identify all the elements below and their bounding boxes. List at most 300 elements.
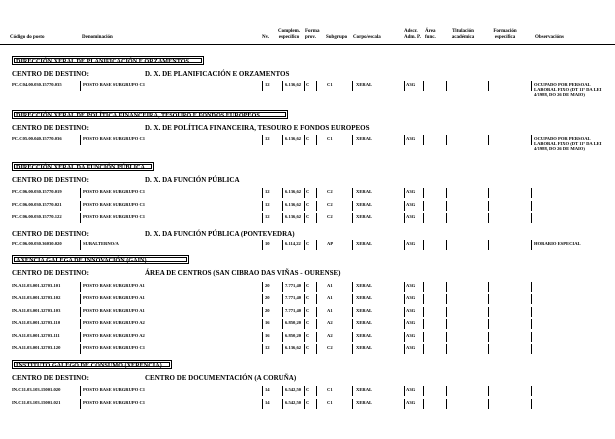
destination-name: D. X. DA FUNCIÓN PÚBLICA xyxy=(145,176,240,184)
destination-label: CENTRO DE DESTINO: xyxy=(12,269,90,277)
header-complemento: Complem. específico xyxy=(277,29,301,40)
cell-code: IN.A11.03.001.32703.101 xyxy=(12,283,61,288)
column-divider xyxy=(531,282,532,292)
column-divider xyxy=(423,201,424,211)
column-divider xyxy=(488,386,489,396)
table-row xyxy=(0,213,615,222)
cell-forma: C xyxy=(306,82,310,87)
section-title: DIRECCIÓN XERAL DA FUNCIÓN PÚBLICA xyxy=(12,162,154,171)
column-divider xyxy=(423,294,424,304)
column-divider xyxy=(304,81,305,91)
column-divider xyxy=(531,135,532,145)
column-divider xyxy=(316,213,317,223)
cell-sub: A1 xyxy=(327,283,333,288)
column-divider xyxy=(423,307,424,317)
header-denominacion: Denominación xyxy=(82,35,113,40)
cell-comp: 6.136,62 xyxy=(285,201,302,207)
destination-name: D. X. DA FUNCIÓN PÚBLICA (PONTEVEDRA) xyxy=(145,230,295,238)
section-title: INSTITUTO GALEGO DE CONSUMO (XERENCIA) xyxy=(12,360,172,369)
column-divider xyxy=(488,201,489,211)
cell-adscr: A3G xyxy=(406,241,416,246)
cell-denom: POSTO BASE SUBGRUPO A1 xyxy=(83,283,145,288)
cell-denom: POSTO BASE SUBGRUPO C1 xyxy=(83,82,146,87)
cell-code: PC.C06.00.030.36030.020 xyxy=(12,241,62,246)
cell-adscr: A3G xyxy=(406,201,416,207)
header-adscr: Adscr. Adm. P. xyxy=(404,29,421,40)
column-divider xyxy=(488,294,489,304)
destination-name: CENTRO DE DOCUMENTACIÓN (A CORUÑA) xyxy=(145,374,297,382)
column-divider xyxy=(446,332,447,342)
column-divider xyxy=(531,213,532,223)
column-divider xyxy=(282,332,283,342)
column-divider xyxy=(446,201,447,211)
table-header xyxy=(0,26,615,45)
cell-corpo: XERAL xyxy=(356,332,373,338)
cell-corpo: XERAL xyxy=(356,241,373,246)
cell-sub: C2 xyxy=(327,201,333,207)
column-divider xyxy=(304,399,305,409)
column-divider xyxy=(282,386,283,396)
column-divider xyxy=(531,201,532,211)
cell-corpo: XERAL xyxy=(356,320,373,326)
column-divider xyxy=(316,344,317,354)
cell-forma: C xyxy=(306,201,310,207)
cell-nivel: 12 xyxy=(265,345,270,350)
cell-sub: C1 xyxy=(327,136,333,141)
cell-corpo: XERAL xyxy=(356,295,373,301)
column-divider xyxy=(423,386,424,396)
cell-code: IN.A11.03.001.32703.111 xyxy=(12,332,60,338)
cell-adscr: A3G xyxy=(406,283,416,288)
cell-forma: C xyxy=(306,295,310,301)
cell-forma: C xyxy=(306,400,310,405)
column-divider xyxy=(488,240,489,250)
cell-code: PC.C04.00.030.15770.035 xyxy=(12,82,62,87)
cell-denom: POSTO BASE SUBGRUPO C1 xyxy=(83,201,146,207)
header-subgrupo: Subgrupo xyxy=(326,35,348,40)
column-divider xyxy=(404,81,405,91)
column-divider xyxy=(282,344,283,354)
column-divider xyxy=(282,319,283,329)
column-divider xyxy=(262,307,263,317)
cell-comp: 7.771,40 xyxy=(285,283,302,288)
header-codigo: Código do posto xyxy=(10,35,45,40)
cell-nivel: 12 xyxy=(265,214,270,219)
column-divider xyxy=(282,213,283,223)
column-divider xyxy=(80,386,81,396)
cell-sub: C2 xyxy=(327,345,333,350)
column-divider xyxy=(404,399,405,409)
column-divider xyxy=(304,386,305,396)
cell-nivel: 12 xyxy=(265,189,270,194)
table-row xyxy=(0,307,615,316)
column-divider xyxy=(282,307,283,317)
column-divider xyxy=(404,294,405,304)
column-divider xyxy=(352,307,353,317)
column-divider xyxy=(446,81,447,91)
table-row xyxy=(0,344,615,353)
table-row xyxy=(0,282,615,291)
header-area: Área func. xyxy=(425,29,436,40)
column-divider xyxy=(282,240,283,250)
column-divider xyxy=(446,386,447,396)
destination-name: D. X. DE PLANIFICACIÓN E ORZAMENTOS xyxy=(145,70,290,78)
cell-adscr: A3G xyxy=(406,332,416,338)
cell-nivel: 14 xyxy=(265,387,270,392)
column-divider xyxy=(262,386,263,396)
cell-sub: C2 xyxy=(327,214,333,219)
cell-corpo: XERAL xyxy=(356,82,373,87)
column-divider xyxy=(423,319,424,329)
cell-corpo: XERAL xyxy=(356,345,373,350)
column-divider xyxy=(80,319,81,329)
cell-adscr: A3G xyxy=(406,136,416,141)
cell-comp: 6.136,62 xyxy=(285,345,302,350)
cell-sub: A2 xyxy=(327,332,333,338)
cell-denom: SUBALTERNO/A xyxy=(83,241,119,246)
column-divider xyxy=(80,188,81,198)
column-divider xyxy=(488,332,489,342)
cell-comp: 6.850,20 xyxy=(285,320,302,326)
column-divider xyxy=(404,307,405,317)
cell-forma: C xyxy=(306,283,310,288)
cell-denom: POSTO BASE SUBGRUPO A2 xyxy=(83,320,145,326)
column-divider xyxy=(352,135,353,145)
column-divider xyxy=(262,201,263,211)
column-divider xyxy=(304,135,305,145)
cell-denom: POSTO BASE SUBGRUPO A2 xyxy=(83,332,145,338)
column-divider xyxy=(304,201,305,211)
cell-adscr: A3G xyxy=(406,189,416,194)
cell-nivel: 14 xyxy=(265,400,270,405)
cell-sub: C1 xyxy=(327,400,333,405)
cell-code: IN.A11.03.001.32703.120 xyxy=(12,345,61,350)
column-divider xyxy=(352,294,353,304)
table-row xyxy=(0,81,615,98)
column-divider xyxy=(404,319,405,329)
cell-sub: C1 xyxy=(327,387,333,392)
cell-comp: 6.136,62 xyxy=(285,136,302,141)
column-divider xyxy=(316,201,317,211)
column-divider xyxy=(446,344,447,354)
column-divider xyxy=(304,240,305,250)
cell-denom: POSTO BASE SUBGRUPO C1 xyxy=(83,136,146,141)
column-divider xyxy=(316,319,317,329)
column-divider xyxy=(423,135,424,145)
column-divider xyxy=(488,399,489,409)
header-nivel: Nv. xyxy=(262,35,270,40)
column-divider xyxy=(488,282,489,292)
column-divider xyxy=(262,282,263,292)
cell-corpo: XERAL xyxy=(356,307,373,313)
column-divider xyxy=(446,135,447,145)
column-divider xyxy=(262,344,263,354)
header-titulacion: Titulación académica xyxy=(451,29,475,40)
table-row xyxy=(0,386,615,395)
cell-corpo: XERAL xyxy=(356,201,373,207)
column-divider xyxy=(262,240,263,250)
cell-denom: POSTO BASE SUBGRUPO A1 xyxy=(83,295,145,301)
column-divider xyxy=(80,332,81,342)
cell-corpo: XERAL xyxy=(356,283,373,288)
cell-comp: 6.542,50 xyxy=(285,387,302,392)
column-divider xyxy=(488,344,489,354)
column-divider xyxy=(316,332,317,342)
column-divider xyxy=(488,135,489,145)
column-divider xyxy=(531,319,532,329)
cell-code: IN.A11.03.001.32703.102 xyxy=(12,295,61,301)
cell-comp: 6.136,62 xyxy=(285,82,302,87)
column-divider xyxy=(352,188,353,198)
column-divider xyxy=(352,319,353,329)
column-divider xyxy=(423,332,424,342)
column-divider xyxy=(80,344,81,354)
cell-corpo: XERAL xyxy=(356,400,373,405)
column-divider xyxy=(423,240,424,250)
column-divider xyxy=(304,294,305,304)
table-row xyxy=(0,135,615,152)
column-divider xyxy=(423,213,424,223)
column-divider xyxy=(316,135,317,145)
column-divider xyxy=(531,188,532,198)
column-divider xyxy=(404,282,405,292)
cell-denom: POSTO BASE SUBGRUPO C1 xyxy=(83,189,146,194)
destination-label: CENTRO DE DESTINO: xyxy=(12,176,90,184)
destination-label: CENTRO DE DESTINO: xyxy=(12,374,90,382)
cell-forma: C xyxy=(306,136,310,141)
cell-adscr: A3G xyxy=(406,320,416,326)
column-divider xyxy=(80,135,81,145)
section-title: DIRECCIÓN XERAL DE PLANIFICACIÓN E ORZAMENTOS xyxy=(12,56,204,65)
column-divider xyxy=(80,294,81,304)
header-corpo: Corpo/escala xyxy=(353,35,381,40)
column-divider xyxy=(80,213,81,223)
cell-comp: 6.136,62 xyxy=(285,189,302,194)
column-divider xyxy=(316,282,317,292)
column-divider xyxy=(304,344,305,354)
column-divider xyxy=(446,282,447,292)
cell-sub: A2 xyxy=(327,320,333,326)
cell-forma: C xyxy=(306,307,310,313)
column-divider xyxy=(262,294,263,304)
cell-adscr: A3G xyxy=(406,295,416,301)
destination-label: CENTRO DE DESTINO: xyxy=(12,124,90,132)
cell-comp: 7.771,40 xyxy=(285,295,302,301)
column-divider xyxy=(352,81,353,91)
table-row xyxy=(0,201,615,210)
column-divider xyxy=(404,135,405,145)
column-divider xyxy=(423,81,424,91)
column-divider xyxy=(80,399,81,409)
column-divider xyxy=(446,399,447,409)
cell-sub: A1 xyxy=(327,295,333,301)
column-divider xyxy=(282,201,283,211)
table-row xyxy=(0,399,615,408)
column-divider xyxy=(488,81,489,91)
column-divider xyxy=(352,332,353,342)
column-divider xyxy=(352,282,353,292)
column-divider xyxy=(316,240,317,250)
cell-denom: POSTO BASE SUBGRUPO C1 xyxy=(83,400,146,405)
column-divider xyxy=(531,307,532,317)
cell-obs: OCUPADO POR PERSOAL LABORAL FIXO (DT 11ª DA LEI 4/1988, DO 26 DE MAIO) xyxy=(534,82,602,98)
column-divider xyxy=(352,399,353,409)
header-formacion: Formación específica xyxy=(493,29,517,40)
column-divider xyxy=(316,294,317,304)
column-divider xyxy=(404,213,405,223)
column-divider xyxy=(304,213,305,223)
table-row xyxy=(0,319,615,328)
column-divider xyxy=(404,240,405,250)
column-divider xyxy=(80,282,81,292)
cell-forma: C xyxy=(306,387,310,392)
column-divider xyxy=(316,307,317,317)
column-divider xyxy=(531,240,532,250)
cell-denom: POSTO BASE SUBGRUPO A1 xyxy=(83,307,145,313)
cell-corpo: XERAL xyxy=(356,189,373,194)
column-divider xyxy=(423,188,424,198)
cell-code: PC.C05.00.040.15770.036 xyxy=(12,136,62,141)
column-divider xyxy=(304,282,305,292)
cell-denom: POSTO BASE SUBGRUPO C1 xyxy=(83,387,146,392)
column-divider xyxy=(446,188,447,198)
destination-name: D. X. DE POLÍTICA FINANCEIRA, TESOURO E FONDOS EUROPEOS xyxy=(145,124,370,132)
cell-obs: HORARIO ESPECIAL xyxy=(534,241,581,246)
section-title: AXENCIA GALEGA DE INNOVACIÓN (GAIN) xyxy=(12,255,189,264)
column-divider xyxy=(352,344,353,354)
cell-obs: OCUPADO POR PERSOAL LABORAL FIXO (DT 11ª DA LEI 4/1988, DO 26 DE MAIO) xyxy=(534,136,602,152)
column-divider xyxy=(282,294,283,304)
cell-comp: 6.542,50 xyxy=(285,400,302,405)
column-divider xyxy=(282,81,283,91)
header-forma: Forma prov. xyxy=(305,29,320,40)
cell-code: IN.C11.03.103.15001.021 xyxy=(12,400,61,405)
column-divider xyxy=(423,282,424,292)
column-divider xyxy=(282,135,283,145)
column-divider xyxy=(446,319,447,329)
cell-code: PC.C06.00.030.15770.122 xyxy=(12,214,62,219)
cell-comp: 7.771,40 xyxy=(285,307,302,313)
column-divider xyxy=(316,399,317,409)
cell-nivel: 20 xyxy=(265,307,270,313)
column-divider xyxy=(282,282,283,292)
section-title: DIRECCIÓN XERAL DE POLÍTICA FINANCEIRA, TESOURO E FONDOS EUROPEOS xyxy=(12,110,288,119)
cell-comp: 6.136,62 xyxy=(285,214,302,219)
header-observacions: Observacións xyxy=(535,35,564,40)
column-divider xyxy=(423,344,424,354)
cell-corpo: XERAL xyxy=(356,387,373,392)
cell-nivel: 20 xyxy=(265,283,270,288)
cell-corpo: XERAL xyxy=(356,136,373,141)
cell-forma: C xyxy=(306,320,310,326)
cell-nivel: 12 xyxy=(265,201,270,207)
destination-label: CENTRO DE DESTINO: xyxy=(12,230,90,238)
column-divider xyxy=(404,188,405,198)
column-divider xyxy=(488,319,489,329)
table-row xyxy=(0,240,615,249)
column-divider xyxy=(316,81,317,91)
cell-adscr: A3G xyxy=(406,82,416,87)
column-divider xyxy=(531,344,532,354)
column-divider xyxy=(446,213,447,223)
column-divider xyxy=(316,188,317,198)
cell-adscr: A3G xyxy=(406,214,416,219)
column-divider xyxy=(80,240,81,250)
column-divider xyxy=(488,213,489,223)
cell-sub: C1 xyxy=(327,82,333,87)
column-divider xyxy=(262,332,263,342)
column-divider xyxy=(352,386,353,396)
column-divider xyxy=(80,201,81,211)
cell-nivel: 16 xyxy=(265,320,270,326)
cell-code: IN.A11.03.001.32703.110 xyxy=(12,320,61,326)
table-row xyxy=(0,188,615,197)
column-divider xyxy=(262,81,263,91)
column-divider xyxy=(531,399,532,409)
column-divider xyxy=(304,307,305,317)
column-divider xyxy=(304,188,305,198)
cell-forma: C xyxy=(306,189,310,194)
column-divider xyxy=(316,386,317,396)
cell-nivel: 12 xyxy=(265,82,270,87)
column-divider xyxy=(488,307,489,317)
cell-code: PC.C06.00.030.15770.021 xyxy=(12,201,62,207)
table-row xyxy=(0,332,615,341)
cell-sub: AP xyxy=(327,241,334,246)
column-divider xyxy=(446,240,447,250)
column-divider xyxy=(531,386,532,396)
cell-nivel: 20 xyxy=(265,295,270,301)
cell-adscr: A3G xyxy=(406,307,416,313)
column-divider xyxy=(352,240,353,250)
column-divider xyxy=(446,294,447,304)
column-divider xyxy=(282,188,283,198)
cell-forma: C xyxy=(306,345,310,350)
cell-forma: C xyxy=(306,332,310,338)
cell-nivel: 12 xyxy=(265,136,270,141)
cell-adscr: A3G xyxy=(406,400,416,405)
column-divider xyxy=(404,201,405,211)
column-divider xyxy=(282,399,283,409)
column-divider xyxy=(531,332,532,342)
cell-forma: C xyxy=(306,241,310,246)
column-divider xyxy=(446,307,447,317)
cell-nivel: 16 xyxy=(265,332,270,338)
cell-sub: A1 xyxy=(327,307,333,313)
cell-sub: C2 xyxy=(327,189,333,194)
column-divider xyxy=(262,135,263,145)
column-divider xyxy=(80,81,81,91)
column-divider xyxy=(352,201,353,211)
table-row xyxy=(0,294,615,303)
destination-name: ÁREA DE CENTROS (SAN CIBRAO DAS VIÑAS - OURENSE) xyxy=(145,269,341,277)
cell-comp: 6.850,20 xyxy=(285,332,302,338)
cell-corpo: XERAL xyxy=(356,214,373,219)
column-divider xyxy=(531,81,532,91)
cell-forma: C xyxy=(306,214,310,219)
column-divider xyxy=(352,213,353,223)
column-divider xyxy=(404,332,405,342)
destination-label: CENTRO DE DESTINO: xyxy=(12,70,90,78)
cell-adscr: A3G xyxy=(406,387,416,392)
cell-adscr: A3G xyxy=(406,345,416,350)
column-divider xyxy=(404,344,405,354)
column-divider xyxy=(262,188,263,198)
column-divider xyxy=(262,399,263,409)
column-divider xyxy=(488,188,489,198)
cell-comp: 6.114,22 xyxy=(285,241,301,246)
column-divider xyxy=(262,213,263,223)
